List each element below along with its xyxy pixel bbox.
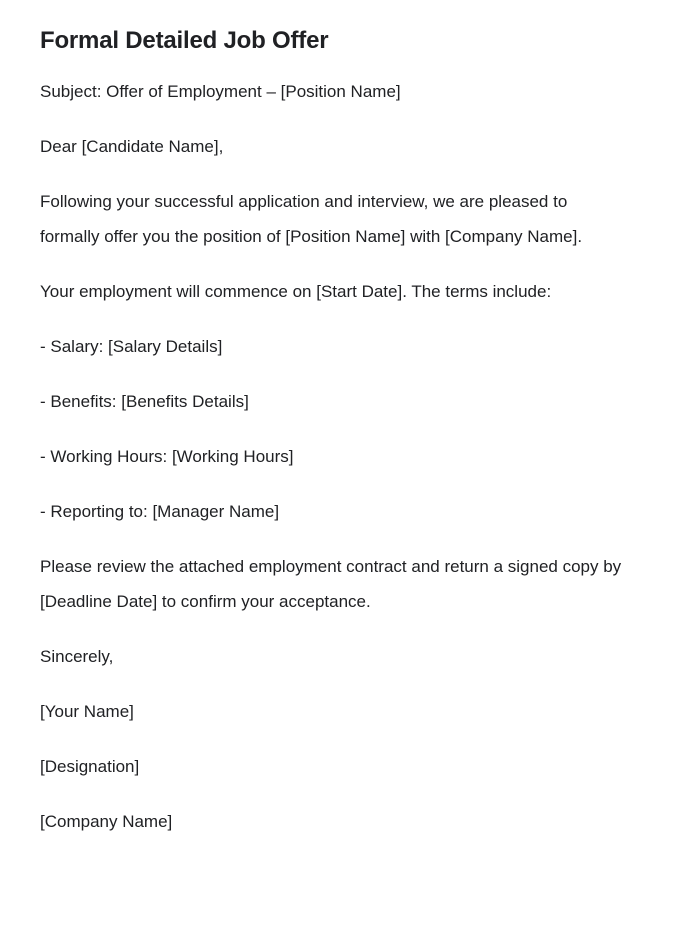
term-item-benefits: - Benefits: [Benefits Details] bbox=[40, 392, 249, 411]
page-title: Formal Detailed Job Offer bbox=[40, 27, 329, 54]
paragraph-commencement: Your employment will commence on [Start Date]. The terms include: bbox=[40, 282, 552, 301]
paragraph-offer-intro: Following your successful application and interview, we are pleased to formally offer you the position of [Position Name] with [Company Name]. bbox=[40, 192, 583, 246]
term-item-working-hours: - Working Hours: [Working Hours] bbox=[40, 447, 294, 466]
paragraph-subject: Subject: Offer of Employment – [Position Name] bbox=[40, 82, 401, 101]
paragraph-contract-review: Please review the attached employment contract and return a signed copy by [Deadline Date] to confirm your acceptance. bbox=[40, 557, 622, 611]
document-body bbox=[40, 56, 640, 839]
term-item-salary: - Salary: [Salary Details] bbox=[40, 337, 223, 356]
paragraph-salutation: Dear [Candidate Name], bbox=[40, 137, 224, 156]
term-item-reporting-to: - Reporting to: [Manager Name] bbox=[40, 502, 280, 521]
signature-company-name: [Company Name] bbox=[40, 812, 173, 831]
paragraph-closing: Sincerely, bbox=[40, 647, 114, 666]
signature-designation: [Designation] bbox=[40, 757, 140, 776]
signature-your-name: [Your Name] bbox=[40, 702, 134, 721]
